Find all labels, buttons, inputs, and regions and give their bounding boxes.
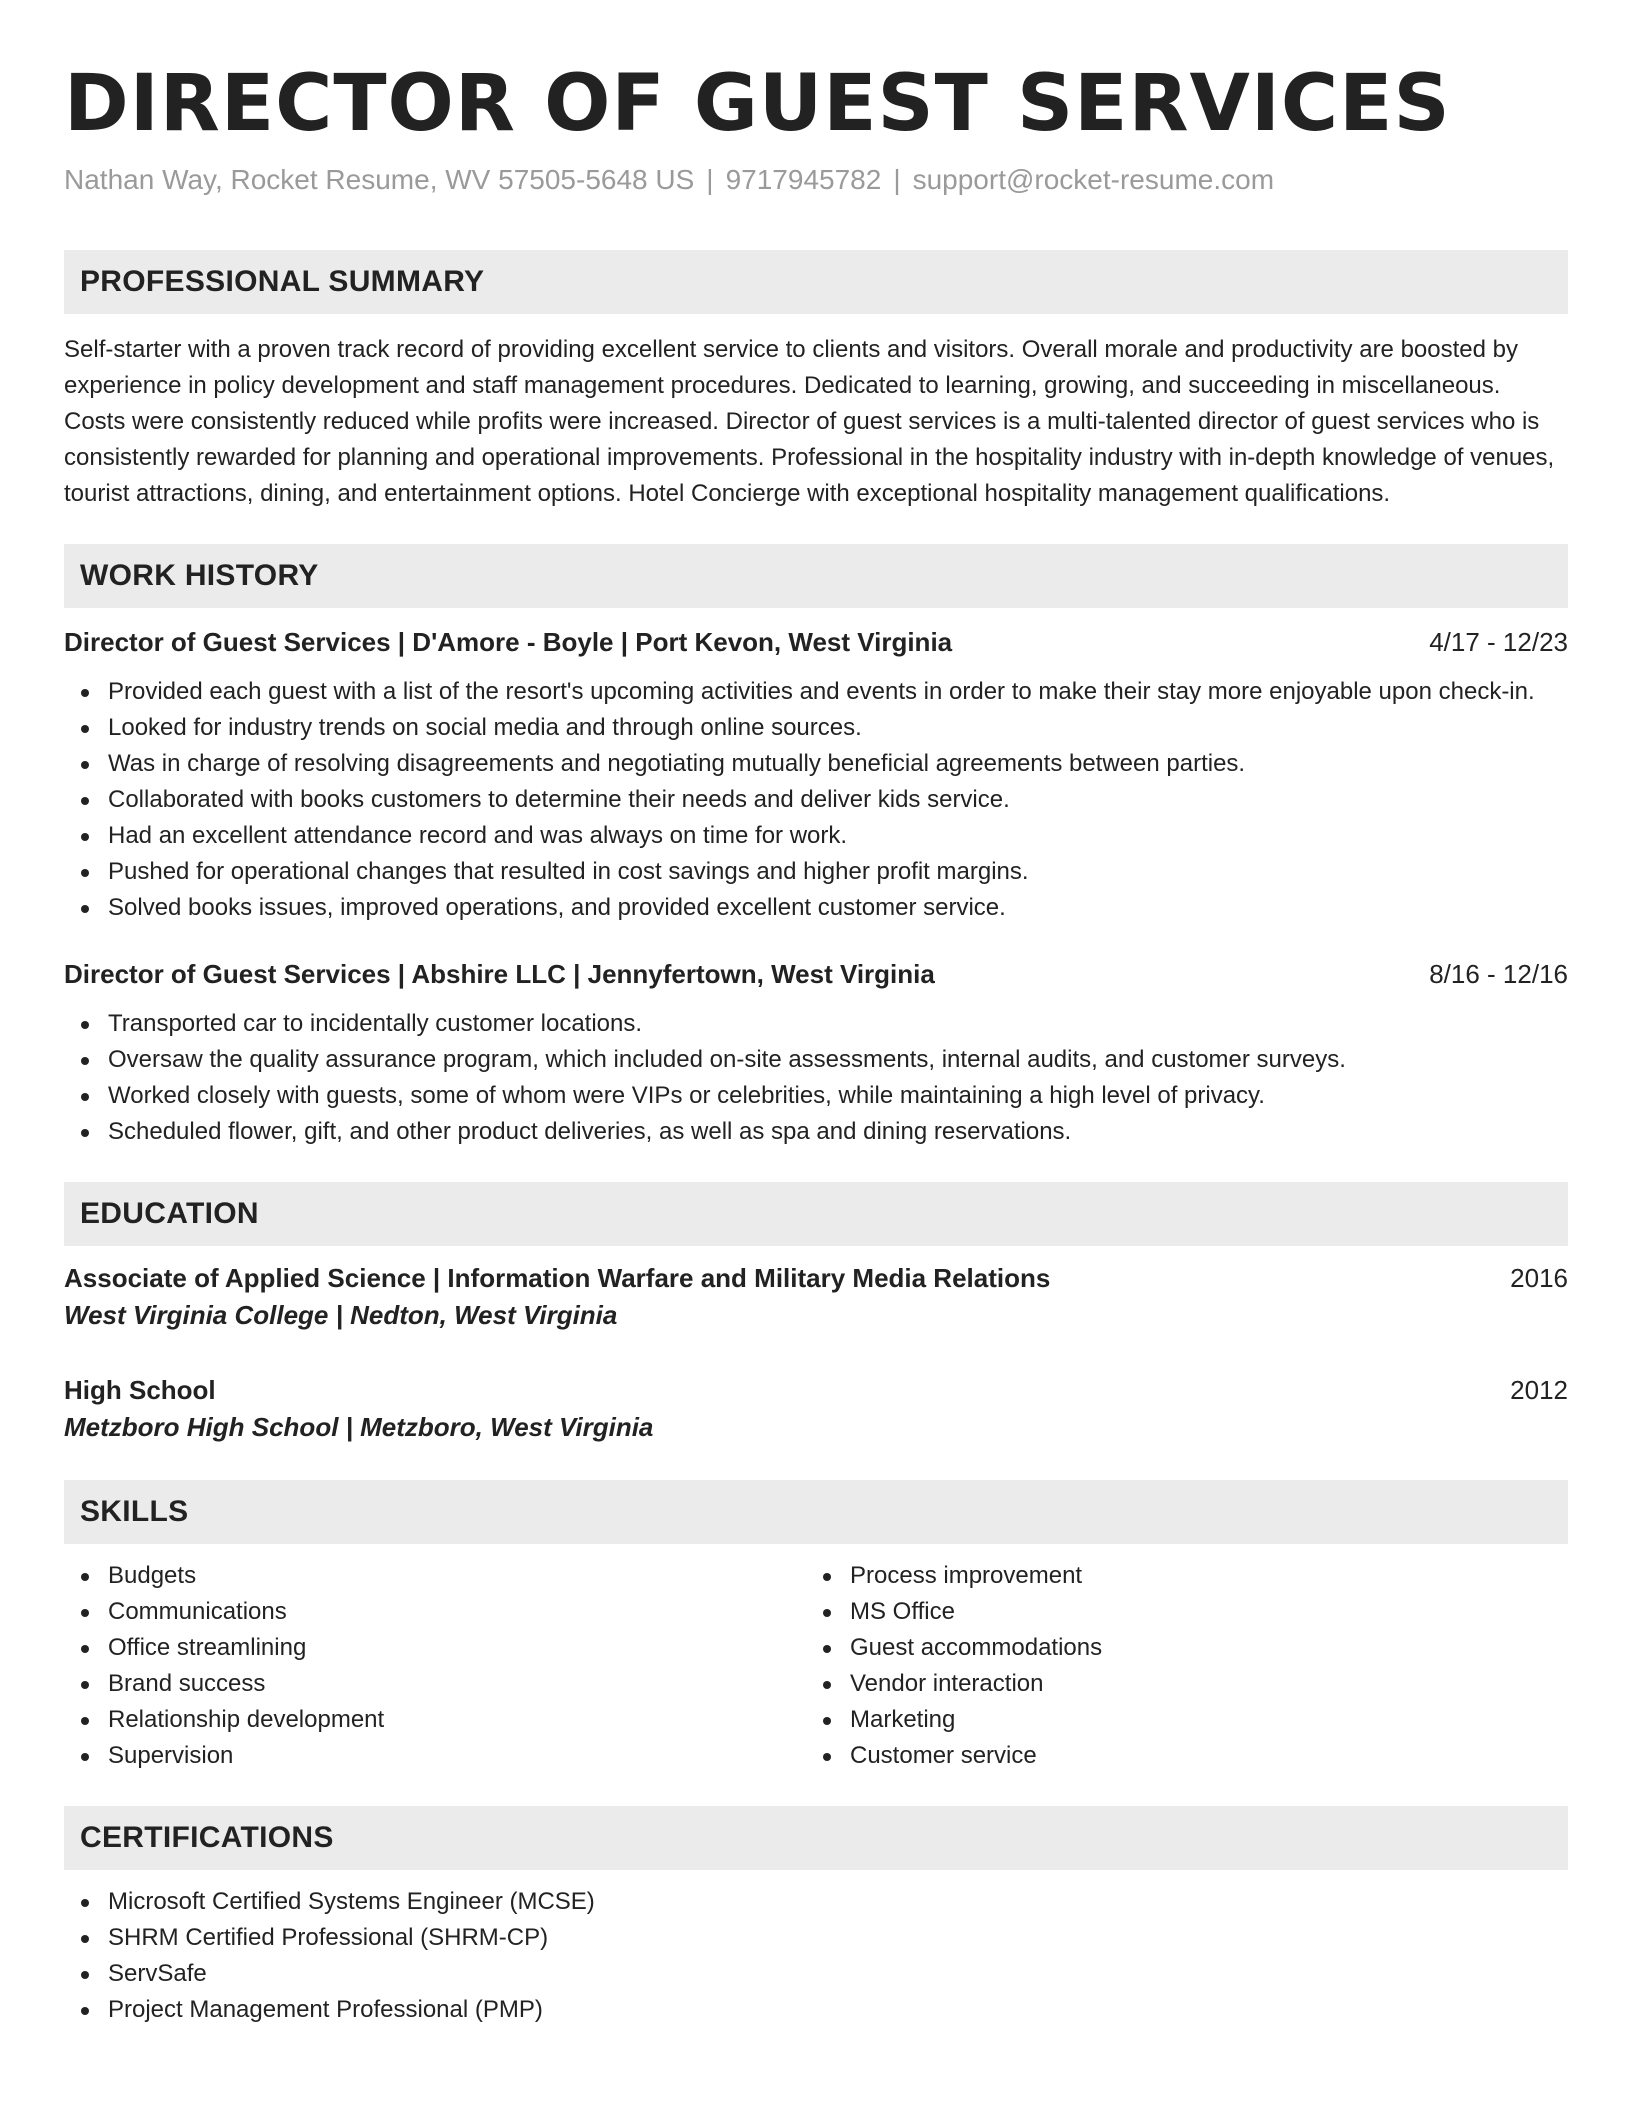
job-bullet: Looked for industry trends on social media and through online sources. [108, 710, 1568, 746]
skill-item: Process improvement [850, 1558, 1548, 1594]
skills-list-left [64, 1558, 806, 1774]
job-bullet: Was in charge of resolving disagreements and negotiating mutually beneficial agreements between parties. [108, 746, 1568, 782]
job-bullet: Worked closely with guests, some of whom were VIPs or celebrities, while maintaining a high level of privacy. [108, 1078, 1568, 1114]
skill-item: Office streamlining [108, 1630, 806, 1666]
section-heading-summary: PROFESSIONAL SUMMARY [64, 250, 1568, 314]
education-degree: Associate of Applied Science | Information Warfare and Military Media Relations [64, 1263, 1051, 1293]
skill-item: Guest accommodations [850, 1630, 1548, 1666]
skill-item: Brand success [108, 1666, 806, 1702]
education-header [64, 1372, 1568, 1408]
summary-text: Self-starter with a proven track record of providing excellent service to clients and visitors. Overall morale and productivity are boosted by experience in policy development and staff management procedures. Dedicated to learning, growing, and succeeding in miscellaneous. Costs were consistently reduced while profits were increased. Director of guest services is a multi-talented director of guest services who is consistently rewarded for planning and operational improvements. Professional in the hospitality industry with in-depth knowledge of venues, tourist attractions, dining, and entertainment options. Hotel Concierge with exceptional hospitality management qualifications. [64, 336, 1555, 507]
education-school: West Virginia College | Nedton, West Virginia [64, 1300, 618, 1330]
skills-list-right [806, 1558, 1548, 1774]
job-header [64, 956, 1568, 992]
skill-item: Customer service [850, 1738, 1548, 1774]
job-bullet-list [64, 1006, 1568, 1150]
education-year: 2016 [1510, 1263, 1568, 1293]
certification-item: Project Management Professional (PMP) [108, 1992, 1568, 2028]
job-title: Director of Guest Services | Abshire LLC | Jennyfertown, West Virginia [64, 959, 935, 989]
job-bullet-list [64, 674, 1568, 926]
contact-phone: 9717945782 [725, 164, 882, 195]
skill-item: MS Office [850, 1594, 1548, 1630]
education-degree: High School [64, 1375, 216, 1405]
job-bullet: Solved books issues, improved operations, and provided excellent customer service. [108, 890, 1568, 926]
job-bullet: Transported car to incidentally customer locations. [108, 1006, 1568, 1042]
certification-item: ServSafe [108, 1956, 1568, 1992]
certifications-list [64, 1884, 1568, 2028]
skill-item: Relationship development [108, 1702, 806, 1738]
job-header [64, 624, 1568, 660]
skill-item: Budgets [108, 1558, 806, 1594]
job-bullet: Scheduled flower, gift, and other product deliveries, as well as spa and dining reservations. [108, 1114, 1568, 1150]
section-heading-work-history: WORK HISTORY [64, 544, 1568, 608]
section-heading-education: EDUCATION [64, 1182, 1568, 1246]
skill-item: Supervision [108, 1738, 806, 1774]
job-bullet: Had an excellent attendance record and was always on time for work. [108, 818, 1568, 854]
job-dates: 4/17 - 12/23 [1429, 627, 1568, 657]
job-bullet: Oversaw the quality assurance program, which included on-site assessments, internal audits, and customer surveys. [108, 1042, 1568, 1078]
education-header [64, 1260, 1568, 1296]
section-heading-skills: SKILLS [64, 1480, 1568, 1544]
contact-line [64, 162, 1568, 198]
contact-separator: | [893, 164, 901, 195]
job-bullet: Pushed for operational changes that resulted in cost savings and higher profit margins. [108, 854, 1568, 890]
contact-separator: | [706, 164, 714, 195]
contact-email: support@rocket-resume.com [912, 164, 1275, 195]
contact-address: Nathan Way, Rocket Resume, WV 57505-5648 US [64, 164, 695, 195]
skills-columns [64, 1558, 1568, 1774]
skill-item: Marketing [850, 1702, 1548, 1738]
skill-item: Vendor interaction [850, 1666, 1548, 1702]
job-bullet: Provided each guest with a list of the resort's upcoming activities and events in order to make their stay more enjoyable upon check-in. [108, 674, 1568, 710]
certification-item: Microsoft Certified Systems Engineer (MCSE) [108, 1884, 1568, 1920]
education-school: Metzboro High School | Metzboro, West Virginia [64, 1412, 654, 1442]
section-heading-certifications: CERTIFICATIONS [64, 1806, 1568, 1870]
skill-item: Communications [108, 1594, 806, 1630]
job-dates: 8/16 - 12/16 [1429, 959, 1568, 989]
job-title: Director of Guest Services | D'Amore - Boyle | Port Kevon, West Virginia [64, 627, 953, 657]
certification-item: SHRM Certified Professional (SHRM-CP) [108, 1920, 1568, 1956]
resume-title: DIRECTOR OF GUEST SERVICES [64, 59, 1451, 149]
job-bullet: Collaborated with books customers to determine their needs and deliver kids service. [108, 782, 1568, 818]
education-year: 2012 [1510, 1375, 1568, 1405]
